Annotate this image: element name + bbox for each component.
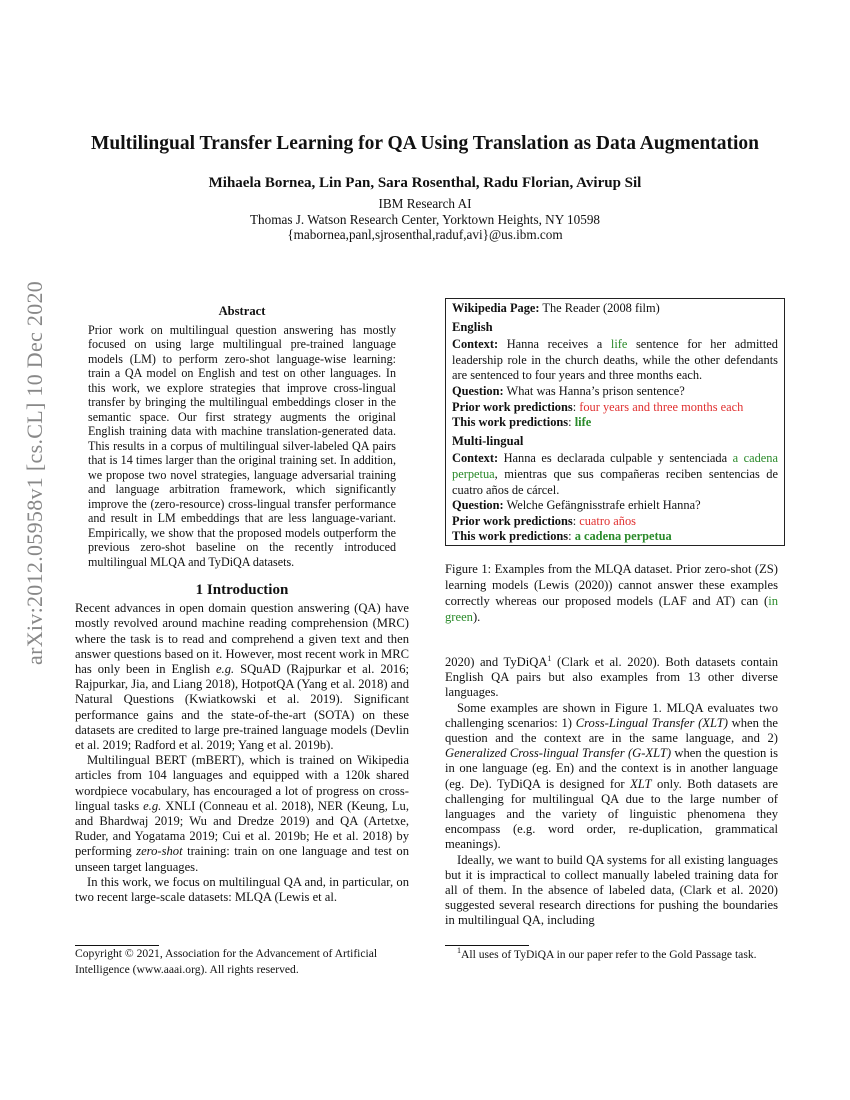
copyright-notice: Copyright © 2021, Association for the Advancement of Artificial Intelligence (www.aaai.org). All rights reserved. [75, 947, 378, 976]
colon: : [568, 415, 575, 430]
right-column-text [445, 655, 778, 929]
intro-paragraph [75, 601, 409, 753]
label: Prior work predictions [452, 513, 573, 528]
label: Question: [452, 498, 504, 513]
highlight: a cadena perpetua [452, 451, 778, 481]
highlight: in green [445, 594, 778, 624]
affiliation-org: IBM Research AI [378, 196, 472, 211]
colon: : [572, 513, 580, 528]
paragraph [445, 701, 778, 853]
text: What was Hanna’s prison sentence? [503, 383, 685, 398]
highlight: life [610, 337, 628, 352]
affiliation [0, 196, 850, 243]
english-context [452, 337, 778, 384]
correct-answer: life [574, 415, 592, 430]
intro-paragraph: In this work, we focus on multilingual QA and, in particular, on two recent large-scale datasets: MLQA (Lewis et al. [75, 874, 409, 905]
italic-text: e.g. [143, 798, 162, 813]
wikipedia-page-line [452, 301, 778, 317]
label: Context: [452, 451, 499, 466]
value: The Reader (2008 film) [539, 301, 660, 315]
italic-text: Generalized Cross-lingual Transfer (G-XLT) [445, 746, 672, 761]
text: only. Both datasets are challenging for multilingual QA due to the large number of languages and the variety of linguistic phenomena they encompass (e.g. word order, re-duplication, grammatical meanings). [445, 776, 779, 852]
authors: Mihaela Bornea, Lin Pan, Sara Rosenthal, Radu Florian, Avirup Sil [208, 175, 642, 191]
text: Hanna receives a [498, 337, 611, 352]
text: 2020) and TyDiQA [445, 655, 548, 669]
text: Some examples are shown in Figure 1. MLQA evaluates two challenging scenarios: 1) [445, 700, 778, 730]
text: when the question and the context are in the same language, and 2) [445, 715, 778, 746]
abstract-text: Prior work on multilingual question answering has mostly focused on using large multilingual pre-trained language models (LM) to perform zero-shot language-wise learning: train a QA model on English and test on other languages. In this work, we explore strategies that improve cross-lingual transfer by bringing the multilingual embeddings closer in the semantic space. Our first strategy augments the original English training data with machine translation-generated data. This results in a corpus of multilingual silver-labeled QA pairs that is 14 times larger than the original training set. In addition, we propose two novel strategies, language adversarial training and language arbitration framework, which significantly improve the (zero-resource) cross-lingual transfer performance and result in LM embeddings that are less language-variant. Empirically, we show that the proposed models outperform the previous zero-shot baseline on the recently introduced multilingual MLQA and TyDiQA datasets. [88, 322, 396, 569]
paragraph [445, 655, 778, 701]
figure-caption [445, 561, 778, 625]
label: Wikipedia Page: [452, 301, 540, 315]
label: This work predictions [452, 415, 569, 430]
text: when the question is in one language (eg. En) and the context is in another language (eg. De). TyDiQA is designed for [445, 746, 778, 791]
introduction-section [75, 583, 409, 905]
text: (Clark et al. 2020). Both datasets contain English QA pairs but also examples from 13 other diverse languages. [445, 655, 779, 700]
english-question [452, 384, 778, 400]
english-this-prediction [452, 415, 778, 431]
text: XNLI (Conneau et al. 2018), NER (Keung, Lu, and Bhardwaj 2019; Wu and Dredze 2019) and QA (Artetxe, Ruder, and Yogatama 2019; Cui et al. 2019b; He et al. 2018) by performing [75, 798, 410, 859]
text: ). [472, 610, 481, 624]
italic-text: Cross-Lingual Transfer (XLT) [575, 715, 728, 730]
label: Prior work predictions [452, 399, 573, 414]
multilingual-prior-prediction [452, 514, 778, 530]
footnote-text: All uses of TyDiQA in our paper refer to the Gold Passage task. [461, 948, 757, 961]
correct-answer: a cadena perpetua [574, 529, 672, 544]
text: training: train on one language and test on unseen target languages. [75, 844, 409, 874]
arxiv-stamp: arXiv:2012.05958v1 [cs.CL] 10 Dec 2020 [22, 280, 47, 665]
multilingual-question [452, 498, 778, 514]
multilingual-context [452, 451, 778, 498]
wrong-answer: cuatro años [579, 513, 637, 528]
footnote [445, 947, 778, 963]
paper-title: Multilingual Transfer Learning for QA Using Translation as Data Augmentation [91, 133, 759, 154]
colon: : [572, 399, 580, 414]
affiliation-address: Thomas J. Watson Research Center, Yorktown Heights, NY 10598 [249, 211, 601, 227]
english-prior-prediction [452, 400, 778, 416]
english-heading: English [452, 319, 493, 334]
footnote-marker: 1 [457, 946, 461, 955]
wrong-answer: four years and three months each [579, 399, 744, 414]
intro-heading: 1 Introduction [195, 582, 289, 598]
colon: : [568, 529, 575, 544]
text: SQuAD (Rajpurkar et al. 2016; Rajpurkar, Jia, and Liang 2018), HotpotQA (Yang et al. 2018) and Natural Questions (Kwiatkowski et al. 2019). Significant performance gains and the state-of-the-art (SOTA) on these datasets are credited to large pre-trained language models (Devlin et al. 2019; Radford et al. 2019; Yang et al. 2019b). [75, 662, 409, 753]
paragraph: Ideally, we want to build QA systems for all existing languages but it is impractical to collect manually labeled training data for all of them. In the absence of labeled data, (Clark et al. 2020) suggested several research directions for pushing the boundaries in multilingual QA, including [445, 852, 778, 928]
figure-1-box [445, 298, 785, 546]
text: Figure 1: Examples from the MLQA dataset. Prior zero-shot (ZS) learning models (Lewis (2020)) cannot answer these examples correctly whereas our proposed models (LAF and AT) can ( [445, 562, 778, 608]
text: Multilingual BERT (mBERT), which is trained on Wikipedia articles from 104 languages and equipped with a 120k shared wordpiece vocabulary, has encouraged a lot of progress on cross-lingual tasks [75, 753, 409, 813]
multilingual-heading: Multi-lingual [452, 433, 524, 448]
label: This work predictions [452, 529, 569, 544]
label: Question: [452, 383, 504, 398]
multilingual-this-prediction [452, 529, 778, 545]
italic-text: zero-shot [136, 844, 183, 859]
text: Welche Gefängnisstrafe erhielt Hanna? [503, 498, 701, 513]
footnote-marker: 1 [547, 654, 552, 663]
italic-text: e.g. [215, 662, 235, 677]
label: Context: [452, 337, 499, 352]
abstract-heading: Abstract [218, 304, 266, 318]
text: Recent advances in open domain question answering (QA) have mostly revolved around machine reading comprehension (MRC) where the task is to read and comprehend a given text and then answer questions based on it. However, most recent work in MRC has only been in English [75, 601, 409, 677]
text: , mientras que sus compañeras reciben sentencias de cuatro años de cárcel. [452, 466, 778, 497]
abstract [88, 304, 396, 569]
affiliation-emails: {mabornea,panl,sjrosenthal,raduf,avi}@us.ibm.com [287, 227, 563, 242]
italic-text: XLT [630, 776, 652, 791]
intro-paragraph [75, 753, 409, 875]
text: sentence for her admitted leadership role in the church deaths, while the other defendants are sentenced to four years and three months each. [452, 337, 779, 383]
text: Hanna es declarada culpable y sentenciada [498, 451, 733, 466]
